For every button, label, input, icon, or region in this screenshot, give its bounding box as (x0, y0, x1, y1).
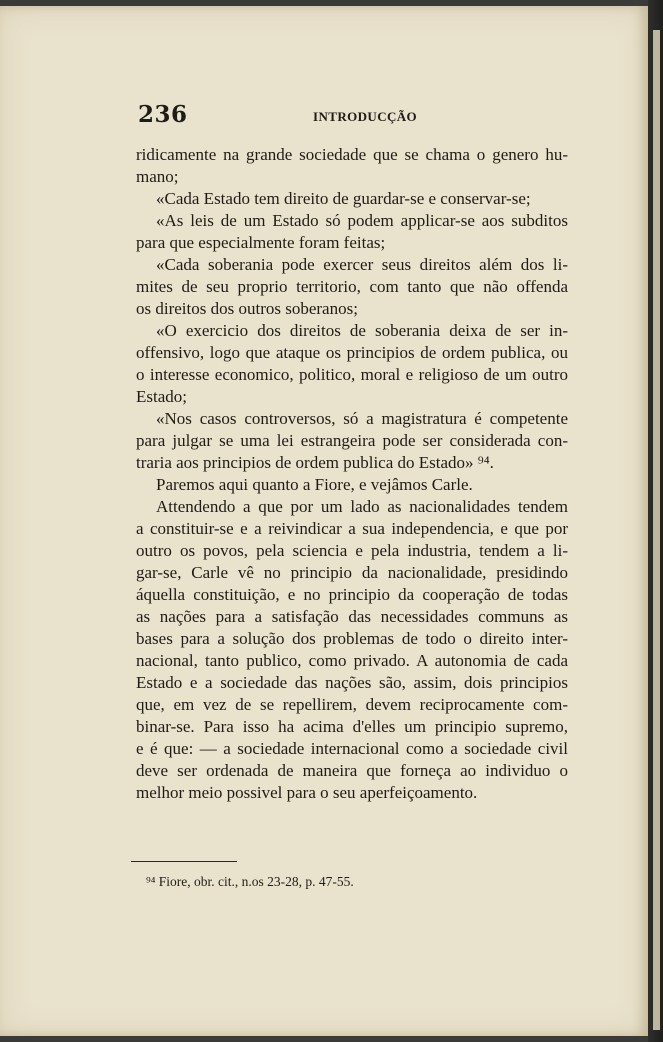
text-line: nacional, tanto publico, como privado. A autonomia de cada (136, 651, 568, 670)
running-head: INTRODUCÇÃO (313, 109, 418, 124)
text-line: Estado e a sociedade das nações são, assim, dois principios (136, 673, 568, 692)
text-line: «Nos casos controversos, só a magistratura é competente (156, 409, 568, 428)
footnote-rule (131, 861, 237, 862)
body-text (136, 144, 568, 804)
text-line: «O exercicio dos direitos de soberania deixa de ser in- (156, 321, 568, 340)
text-line: Estado; (136, 387, 187, 406)
text-line: bases para a solução dos problemas de todo o direito inter- (136, 629, 568, 648)
text-line: para julgar se uma lei estrangeira pode ser considerada con- (136, 431, 568, 450)
text-line: os direitos dos outros soberanos; (136, 299, 358, 318)
text-line: gar-se, Carle vê no principio da nacionalidade, presidindo (136, 563, 568, 582)
text-line: Paremos aqui quanto a Fiore, e vejâmos Carle. (156, 475, 473, 494)
text-line: a constituir-se e a reivindicar a sua independencia, e que por (136, 519, 568, 538)
book-edge (648, 0, 663, 1042)
text-line: binar-se. Para isso ha acima d'elles um principio supremo, (136, 717, 568, 736)
text-line: as nações para a satisfação das necessidades communs as (136, 607, 568, 626)
text-line: áquella constituição, e no principio da cooperação de todas (136, 585, 568, 604)
text-line: mano; (136, 167, 179, 186)
text-line: melhor meio possivel para o seu aperfeiçoamento. (136, 783, 478, 802)
book-page (0, 6, 648, 1036)
text-line: «Cada soberania pode exercer seus direitos além dos li- (156, 255, 568, 274)
page-header (138, 101, 568, 131)
text-line: e é que: — a sociedade internacional como a sociedade civil (136, 739, 568, 758)
text-line: outro os povos, pela sciencia e pela industria, tendem a li- (136, 541, 568, 560)
text-line: ridicamente na grande sociedade que se chama o genero hu- (136, 145, 568, 164)
text-line: que, em vez de se repellirem, devem reciprocamente com- (136, 695, 568, 714)
next-page-edge (653, 30, 660, 1030)
text-line: o interesse economico, politico, moral e religioso de um outro (136, 365, 568, 384)
text-line: «As leis de um Estado só podem applicar-se aos subditos (156, 211, 568, 230)
footnote: ⁹⁴ Fiore, obr. cit., n.os 23-28, p. 47-55. (146, 874, 354, 889)
text-line: mites de seu proprio territorio, com tanto que não offenda (136, 277, 568, 296)
page-number: 236 (138, 101, 188, 128)
text-line: Attendendo a que por um lado as nacionalidades tendem (156, 497, 568, 516)
text-line: para que especialmente foram feitas; (136, 233, 386, 252)
text-line: offensivo, logo que ataque os principios de ordem publica, ou (136, 343, 568, 362)
text-line: deve ser ordenada de maneira que forneça ao individuo o (136, 761, 568, 780)
text-line: «Cada Estado tem direito de guardar-se e conservar-se; (156, 189, 531, 208)
text-line: traria aos principios de ordem publica do Estado» ⁹⁴. (136, 453, 494, 472)
